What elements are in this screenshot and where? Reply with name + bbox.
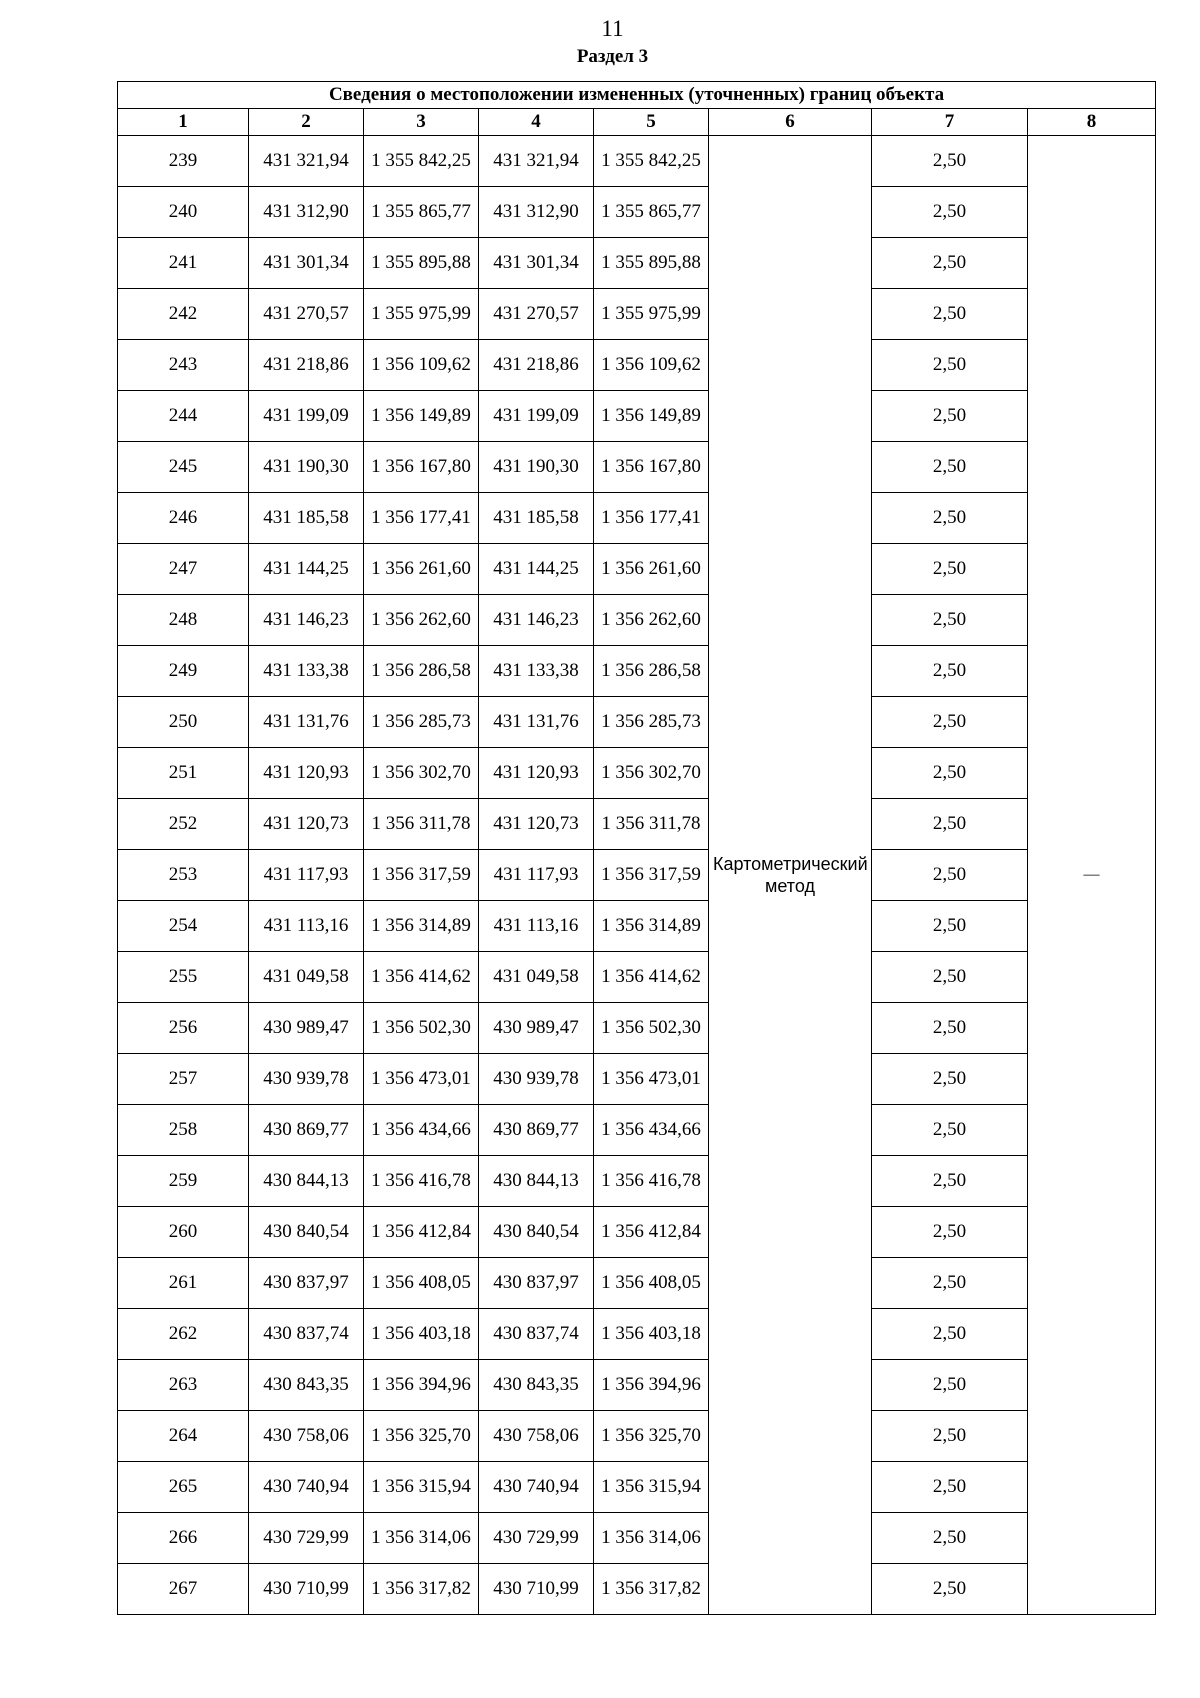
- table-row: [118, 1003, 1156, 1054]
- table-row: [118, 1309, 1156, 1360]
- y-existing-cell: 1 356 325,70: [364, 1411, 479, 1462]
- y-new-cell: 1 355 842,25: [594, 136, 709, 187]
- y-existing-cell: 1 356 403,18: [364, 1309, 479, 1360]
- x-new-cell: 430 837,97: [479, 1258, 594, 1309]
- table-row: [118, 340, 1156, 391]
- y-existing-cell: 1 356 177,41: [364, 493, 479, 544]
- table-row: [118, 1156, 1156, 1207]
- table-row: [118, 697, 1156, 748]
- point-number-cell: 240: [118, 187, 249, 238]
- x-existing-cell: 431 312,90: [249, 187, 364, 238]
- x-new-cell: 431 146,23: [479, 595, 594, 646]
- x-new-cell: 431 199,09: [479, 391, 594, 442]
- column-header: 6: [709, 109, 872, 136]
- x-new-cell: 431 218,86: [479, 340, 594, 391]
- x-new-cell: 431 133,38: [479, 646, 594, 697]
- accuracy-cell: 2,50: [872, 391, 1028, 442]
- x-new-cell: 431 131,76: [479, 697, 594, 748]
- y-existing-cell: 1 356 262,60: [364, 595, 479, 646]
- table-row: [118, 442, 1156, 493]
- x-existing-cell: 431 144,25: [249, 544, 364, 595]
- table-row: [118, 238, 1156, 289]
- column-header: 2: [249, 109, 364, 136]
- y-new-cell: 1 356 285,73: [594, 697, 709, 748]
- accuracy-cell: 2,50: [872, 799, 1028, 850]
- y-existing-cell: 1 356 314,89: [364, 901, 479, 952]
- y-new-cell: 1 356 315,94: [594, 1462, 709, 1513]
- x-existing-cell: 430 844,13: [249, 1156, 364, 1207]
- y-existing-cell: 1 356 286,58: [364, 646, 479, 697]
- x-existing-cell: 431 185,58: [249, 493, 364, 544]
- x-existing-cell: 431 131,76: [249, 697, 364, 748]
- x-new-cell: 430 740,94: [479, 1462, 594, 1513]
- table-row: [118, 1360, 1156, 1411]
- y-new-cell: 1 355 895,88: [594, 238, 709, 289]
- x-existing-cell: 431 120,73: [249, 799, 364, 850]
- column-header: 8: [1028, 109, 1156, 136]
- x-existing-cell: 431 049,58: [249, 952, 364, 1003]
- x-new-cell: 431 120,93: [479, 748, 594, 799]
- x-existing-cell: 431 218,86: [249, 340, 364, 391]
- accuracy-cell: 2,50: [872, 1054, 1028, 1105]
- point-number-cell: 254: [118, 901, 249, 952]
- table-row: [118, 544, 1156, 595]
- x-existing-cell: 430 939,78: [249, 1054, 364, 1105]
- y-new-cell: 1 356 109,62: [594, 340, 709, 391]
- x-existing-cell: 430 837,97: [249, 1258, 364, 1309]
- x-new-cell: 430 837,74: [479, 1309, 594, 1360]
- point-number-cell: 250: [118, 697, 249, 748]
- accuracy-cell: 2,50: [872, 1411, 1028, 1462]
- point-number-cell: 259: [118, 1156, 249, 1207]
- y-new-cell: 1 356 473,01: [594, 1054, 709, 1105]
- x-new-cell: 430 869,77: [479, 1105, 594, 1156]
- y-existing-cell: 1 356 167,80: [364, 442, 479, 493]
- accuracy-cell: 2,50: [872, 289, 1028, 340]
- accuracy-cell: 2,50: [872, 187, 1028, 238]
- point-number-cell: 251: [118, 748, 249, 799]
- accuracy-cell: 2,50: [872, 136, 1028, 187]
- accuracy-cell: 2,50: [872, 340, 1028, 391]
- point-number-cell: 252: [118, 799, 249, 850]
- x-new-cell: 431 144,25: [479, 544, 594, 595]
- y-existing-cell: 1 356 285,73: [364, 697, 479, 748]
- accuracy-cell: 2,50: [872, 1207, 1028, 1258]
- point-number-cell: 253: [118, 850, 249, 901]
- y-new-cell: 1 356 412,84: [594, 1207, 709, 1258]
- table-row: [118, 901, 1156, 952]
- x-new-cell: 430 939,78: [479, 1054, 594, 1105]
- y-existing-cell: 1 356 394,96: [364, 1360, 479, 1411]
- column-header: 3: [364, 109, 479, 136]
- x-existing-cell: 430 869,77: [249, 1105, 364, 1156]
- accuracy-cell: 2,50: [872, 952, 1028, 1003]
- x-existing-cell: 430 843,35: [249, 1360, 364, 1411]
- accuracy-cell: 2,50: [872, 1003, 1028, 1054]
- y-new-cell: 1 356 502,30: [594, 1003, 709, 1054]
- accuracy-cell: 2,50: [872, 238, 1028, 289]
- y-new-cell: 1 356 177,41: [594, 493, 709, 544]
- table-row: [118, 646, 1156, 697]
- table-row: [118, 595, 1156, 646]
- table-row: [118, 952, 1156, 1003]
- accuracy-cell: 2,50: [872, 1360, 1028, 1411]
- point-number-cell: 258: [118, 1105, 249, 1156]
- point-number-cell: 239: [118, 136, 249, 187]
- column-header: 7: [872, 109, 1028, 136]
- table-body: [118, 136, 1156, 1615]
- accuracy-cell: 2,50: [872, 1309, 1028, 1360]
- y-new-cell: 1 356 403,18: [594, 1309, 709, 1360]
- point-number-cell: 262: [118, 1309, 249, 1360]
- point-number-cell: 267: [118, 1564, 249, 1615]
- y-existing-cell: 1 356 261,60: [364, 544, 479, 595]
- table-row: [118, 850, 1156, 901]
- column-8-cell: —: [1028, 136, 1156, 1615]
- table-row: [118, 1054, 1156, 1105]
- x-new-cell: 431 049,58: [479, 952, 594, 1003]
- accuracy-cell: 2,50: [872, 646, 1028, 697]
- point-number-cell: 265: [118, 1462, 249, 1513]
- point-number-cell: 261: [118, 1258, 249, 1309]
- y-existing-cell: 1 356 315,94: [364, 1462, 479, 1513]
- y-new-cell: 1 356 149,89: [594, 391, 709, 442]
- accuracy-cell: 2,50: [872, 850, 1028, 901]
- table-row: [118, 1462, 1156, 1513]
- x-new-cell: 431 185,58: [479, 493, 594, 544]
- x-existing-cell: 431 133,38: [249, 646, 364, 697]
- accuracy-cell: 2,50: [872, 442, 1028, 493]
- y-new-cell: 1 356 317,82: [594, 1564, 709, 1615]
- table-row: [118, 1258, 1156, 1309]
- y-existing-cell: 1 355 895,88: [364, 238, 479, 289]
- x-new-cell: 431 117,93: [479, 850, 594, 901]
- x-existing-cell: 430 740,94: [249, 1462, 364, 1513]
- accuracy-cell: 2,50: [872, 1564, 1028, 1615]
- table-row: [118, 1105, 1156, 1156]
- table-row: [118, 1513, 1156, 1564]
- y-new-cell: 1 356 434,66: [594, 1105, 709, 1156]
- y-existing-cell: 1 356 317,59: [364, 850, 479, 901]
- x-existing-cell: 431 270,57: [249, 289, 364, 340]
- y-existing-cell: 1 356 314,06: [364, 1513, 479, 1564]
- y-existing-cell: 1 355 865,77: [364, 187, 479, 238]
- accuracy-cell: 2,50: [872, 544, 1028, 595]
- column-header: 4: [479, 109, 594, 136]
- x-new-cell: 431 321,94: [479, 136, 594, 187]
- x-existing-cell: 430 758,06: [249, 1411, 364, 1462]
- y-new-cell: 1 356 408,05: [594, 1258, 709, 1309]
- x-existing-cell: 431 190,30: [249, 442, 364, 493]
- table-row: [118, 187, 1156, 238]
- table-row: [118, 1564, 1156, 1615]
- point-number-cell: 256: [118, 1003, 249, 1054]
- y-new-cell: 1 356 414,62: [594, 952, 709, 1003]
- point-number-cell: 257: [118, 1054, 249, 1105]
- method-cell: Картометрический метод: [709, 136, 872, 1615]
- y-existing-cell: 1 356 311,78: [364, 799, 479, 850]
- y-new-cell: 1 356 286,58: [594, 646, 709, 697]
- y-existing-cell: 1 356 149,89: [364, 391, 479, 442]
- x-existing-cell: 431 120,93: [249, 748, 364, 799]
- y-existing-cell: 1 356 502,30: [364, 1003, 479, 1054]
- point-number-cell: 249: [118, 646, 249, 697]
- point-number-cell: 260: [118, 1207, 249, 1258]
- x-new-cell: 430 758,06: [479, 1411, 594, 1462]
- y-existing-cell: 1 356 414,62: [364, 952, 479, 1003]
- x-new-cell: 430 843,35: [479, 1360, 594, 1411]
- x-existing-cell: 430 840,54: [249, 1207, 364, 1258]
- x-existing-cell: 430 710,99: [249, 1564, 364, 1615]
- accuracy-cell: 2,50: [872, 595, 1028, 646]
- accuracy-cell: 2,50: [872, 1156, 1028, 1207]
- x-new-cell: 430 844,13: [479, 1156, 594, 1207]
- x-new-cell: 431 301,34: [479, 238, 594, 289]
- point-number-cell: 244: [118, 391, 249, 442]
- accuracy-cell: 2,50: [872, 748, 1028, 799]
- y-existing-cell: 1 356 473,01: [364, 1054, 479, 1105]
- point-number-cell: 248: [118, 595, 249, 646]
- y-new-cell: 1 356 317,59: [594, 850, 709, 901]
- point-number-cell: 263: [118, 1360, 249, 1411]
- x-existing-cell: 431 146,23: [249, 595, 364, 646]
- accuracy-cell: 2,50: [872, 1462, 1028, 1513]
- table-row: [118, 136, 1156, 187]
- x-new-cell: 431 120,73: [479, 799, 594, 850]
- y-existing-cell: 1 355 842,25: [364, 136, 479, 187]
- x-existing-cell: 431 301,34: [249, 238, 364, 289]
- table-row: [118, 289, 1156, 340]
- table-row: [118, 1411, 1156, 1462]
- y-new-cell: 1 356 302,70: [594, 748, 709, 799]
- point-number-cell: 266: [118, 1513, 249, 1564]
- x-existing-cell: 431 321,94: [249, 136, 364, 187]
- x-existing-cell: 430 837,74: [249, 1309, 364, 1360]
- x-new-cell: 431 190,30: [479, 442, 594, 493]
- section-title: Раздел 3: [576, 46, 649, 67]
- accuracy-cell: 2,50: [872, 1105, 1028, 1156]
- y-new-cell: 1 356 262,60: [594, 595, 709, 646]
- point-number-cell: 246: [118, 493, 249, 544]
- boundary-points-table: [117, 81, 1156, 1615]
- x-new-cell: 430 729,99: [479, 1513, 594, 1564]
- x-new-cell: 430 710,99: [479, 1564, 594, 1615]
- x-existing-cell: 430 989,47: [249, 1003, 364, 1054]
- accuracy-cell: 2,50: [872, 1513, 1028, 1564]
- y-existing-cell: 1 356 109,62: [364, 340, 479, 391]
- x-new-cell: 430 840,54: [479, 1207, 594, 1258]
- y-existing-cell: 1 356 434,66: [364, 1105, 479, 1156]
- x-new-cell: 431 270,57: [479, 289, 594, 340]
- y-existing-cell: 1 356 416,78: [364, 1156, 479, 1207]
- accuracy-cell: 2,50: [872, 1258, 1028, 1309]
- x-new-cell: 431 113,16: [479, 901, 594, 952]
- y-new-cell: 1 356 325,70: [594, 1411, 709, 1462]
- y-new-cell: 1 355 865,77: [594, 187, 709, 238]
- y-new-cell: 1 356 167,80: [594, 442, 709, 493]
- table-row: [118, 748, 1156, 799]
- x-existing-cell: 430 729,99: [249, 1513, 364, 1564]
- accuracy-cell: 2,50: [872, 697, 1028, 748]
- y-existing-cell: 1 356 317,82: [364, 1564, 479, 1615]
- column-header: 5: [594, 109, 709, 136]
- table-row: [118, 1207, 1156, 1258]
- y-existing-cell: 1 355 975,99: [364, 289, 479, 340]
- y-new-cell: 1 356 314,06: [594, 1513, 709, 1564]
- column-header: 1: [118, 109, 249, 136]
- y-new-cell: 1 356 416,78: [594, 1156, 709, 1207]
- point-number-cell: 243: [118, 340, 249, 391]
- table-row: [118, 799, 1156, 850]
- table-row: [118, 493, 1156, 544]
- accuracy-cell: 2,50: [872, 901, 1028, 952]
- y-new-cell: 1 355 975,99: [594, 289, 709, 340]
- y-existing-cell: 1 356 408,05: [364, 1258, 479, 1309]
- point-number-cell: 247: [118, 544, 249, 595]
- point-number-cell: 245: [118, 442, 249, 493]
- x-new-cell: 430 989,47: [479, 1003, 594, 1054]
- point-number-cell: 264: [118, 1411, 249, 1462]
- x-existing-cell: 431 199,09: [249, 391, 364, 442]
- page-number: 11: [601, 16, 624, 41]
- y-existing-cell: 1 356 302,70: [364, 748, 479, 799]
- y-new-cell: 1 356 261,60: [594, 544, 709, 595]
- x-existing-cell: 431 113,16: [249, 901, 364, 952]
- y-new-cell: 1 356 311,78: [594, 799, 709, 850]
- x-new-cell: 431 312,90: [479, 187, 594, 238]
- point-number-cell: 241: [118, 238, 249, 289]
- table-row: [118, 391, 1156, 442]
- point-number-cell: 255: [118, 952, 249, 1003]
- point-number-cell: 242: [118, 289, 249, 340]
- y-existing-cell: 1 356 412,84: [364, 1207, 479, 1258]
- x-existing-cell: 431 117,93: [249, 850, 364, 901]
- y-new-cell: 1 356 394,96: [594, 1360, 709, 1411]
- table-caption: Сведения о местоположении измененных (уточненных) границ объекта: [118, 82, 1156, 109]
- y-new-cell: 1 356 314,89: [594, 901, 709, 952]
- accuracy-cell: 2,50: [872, 493, 1028, 544]
